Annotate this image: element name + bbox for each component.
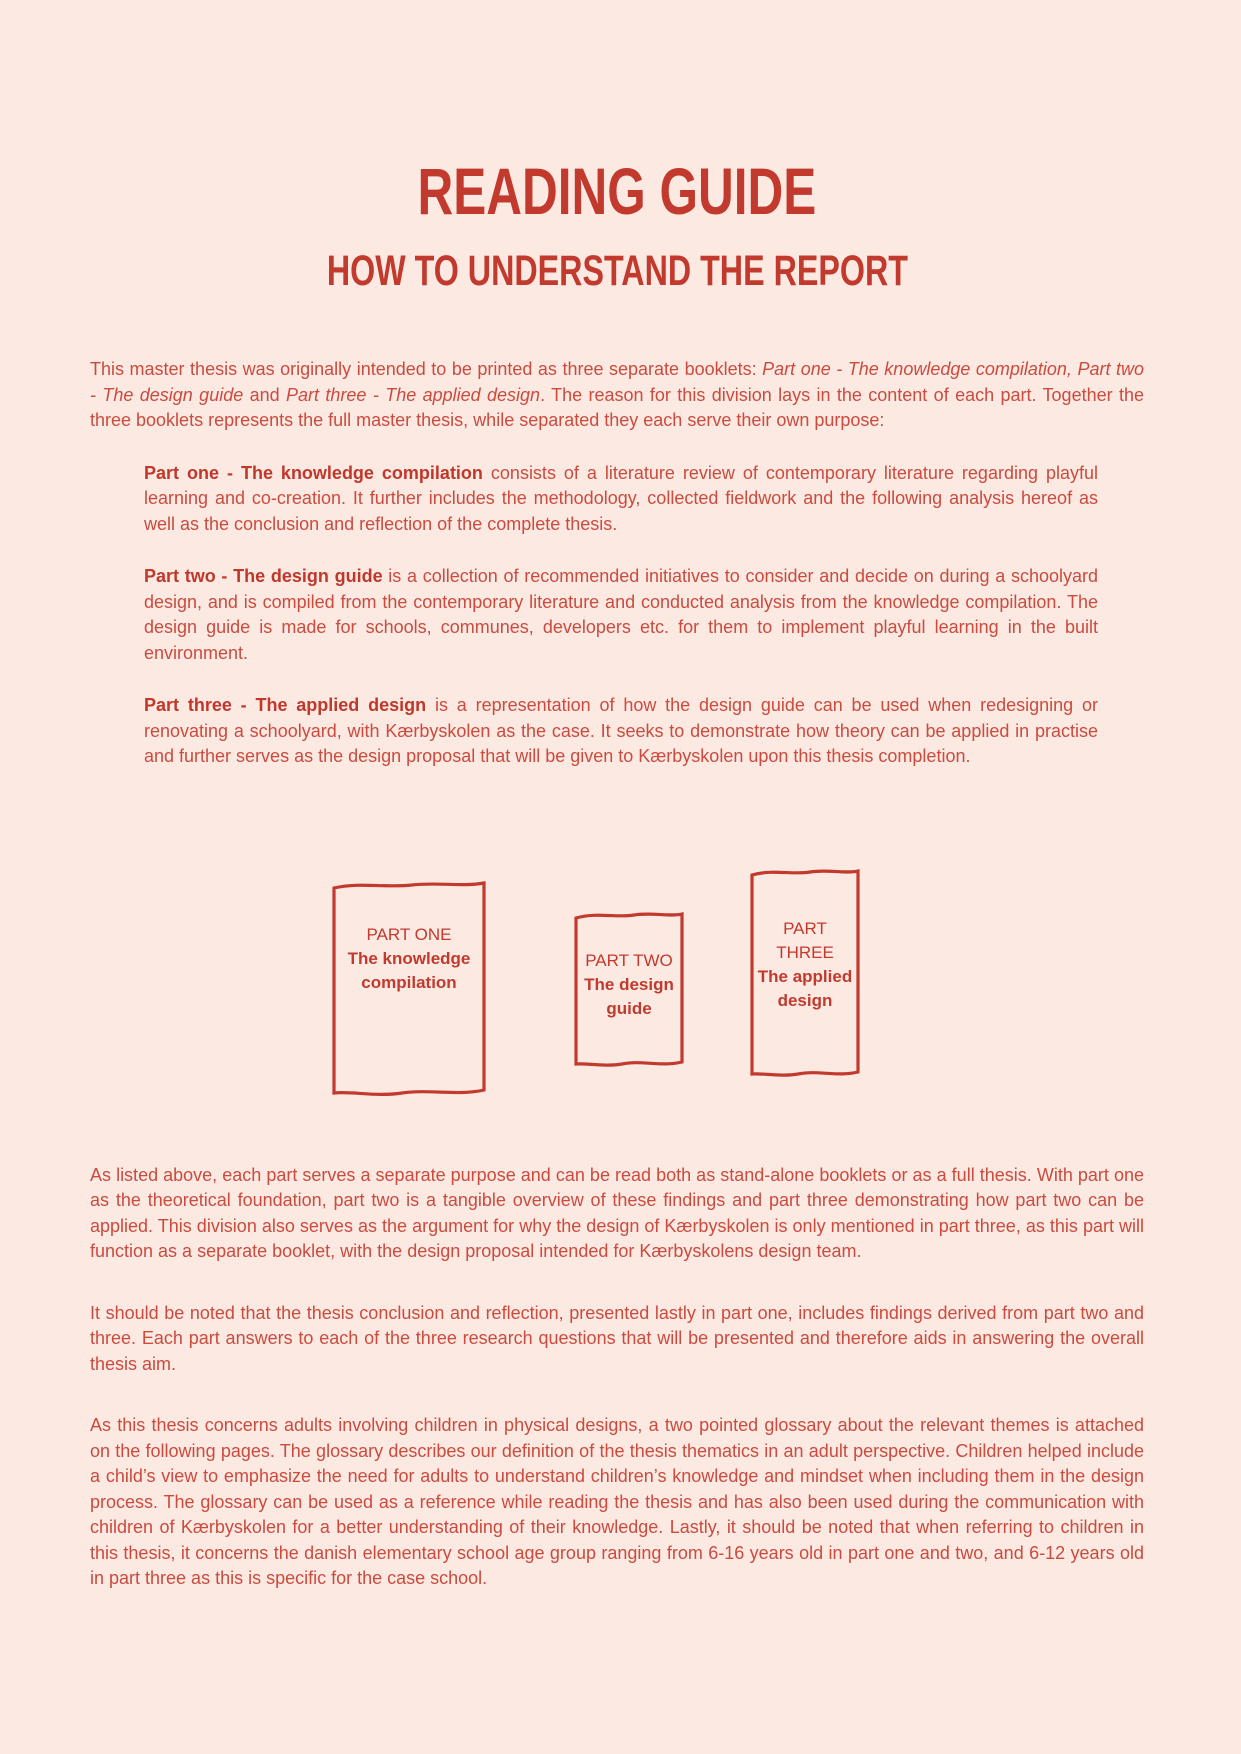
closing-paragraph: As this thesis concerns adults involving children in physical designs, a two pointed glossary about the relevant themes is attached on the following pages. The glossary describes our definition of the thesis thematics in an adult perspective. Children helped include a child’s view to emphasize the need for adults to understand children’s knowledge and mindset when including them in the design process. The glossary can be used as a reference while reading the thesis and has also been used during the communication with children of Kærbyskolen for a better understanding of their knowledge. Lastly, it should be noted that when referring to children in this thesis, it concerns the danish elementary school age group ranging from 6-16 years old in part one and two, and 6-12 years old in part three as this is specific for the case school. xyxy=(90,1415,1144,1588)
closing-paragraph: As listed above, each part serves a separate purpose and can be read both as stand-alone booklets or as a full thesis. With part one as the theoretical foundation, part two is a tangible overview of these findings and part three demonstrating how part two can be applied. This division also serves as the argument for why the design of Kærbyskolen is only mentioned in part three, as this part will function as a separate booklet, with the design proposal intended for Kærbyskolens design team. xyxy=(90,1164,1144,1261)
page-subtitle: HOW TO UNDERSTAND THE REPORT xyxy=(326,247,908,295)
booklet-box-part-three xyxy=(748,867,862,1081)
booklet-box-part-two xyxy=(572,909,686,1071)
closing-paragraph: It should be noted that the thesis conclusion and reflection, presented lastly in part one, includes findings derived from part two and three. Each part answers to each of the three research questions that will be presented and therefore aids in answering the overall thesis aim. xyxy=(90,1302,1144,1374)
booklet-diagram xyxy=(90,866,1144,1111)
intro-paragraph: This master thesis was originally intended to be printed as three separate booklets: Part one - The knowledge compilation, Part two - The design guide and Part three - The applied design. The reason for this division lays in the content of each part. Together the three booklets represents the full master thesis, while separated they each serve their own purpose: xyxy=(90,359,1145,430)
booklet-label: PART TWO xyxy=(585,950,673,970)
part-two-description: Part two - The design guide is a collection of recommended initiatives to consider and decide on during a schoolyard design, and is compiled from the contemporary literature and conducted analysis from the knowledge compilation. The design guide is made for schools, communes, developers etc. for them to implement playful learning in the built environment. xyxy=(144,566,1099,663)
booklet-box-part-one xyxy=(330,879,488,1099)
booklet-label: PART THREE xyxy=(776,918,834,962)
content-column xyxy=(90,0,1144,1592)
part-one-description: Part one - The knowledge compilation consists of a literature review of contemporary literature regarding playful learning and co-creation. It further includes the methodology, collected fieldwork and the following analysis hereof as well as the conclusion and reflection of the complete thesis. xyxy=(144,462,1098,534)
booklet-name: The applied design xyxy=(757,966,853,1010)
booklet-name: The design guide xyxy=(584,974,674,1018)
part-three-description: Part three - The applied design is a representation of how the design guide can be used when redesigning or renovating a schoolyard, with Kærbyskolen as the case. It seeks to demonstrate how theory can be applied in practise and further serves as the design proposal that will be given to Kærbyskolen upon this thesis completion. xyxy=(144,695,1098,766)
page-title: READING GUIDE xyxy=(417,154,817,228)
booklet-label: PART ONE xyxy=(366,924,452,944)
booklet-name: The knowledge compilation xyxy=(347,948,471,992)
